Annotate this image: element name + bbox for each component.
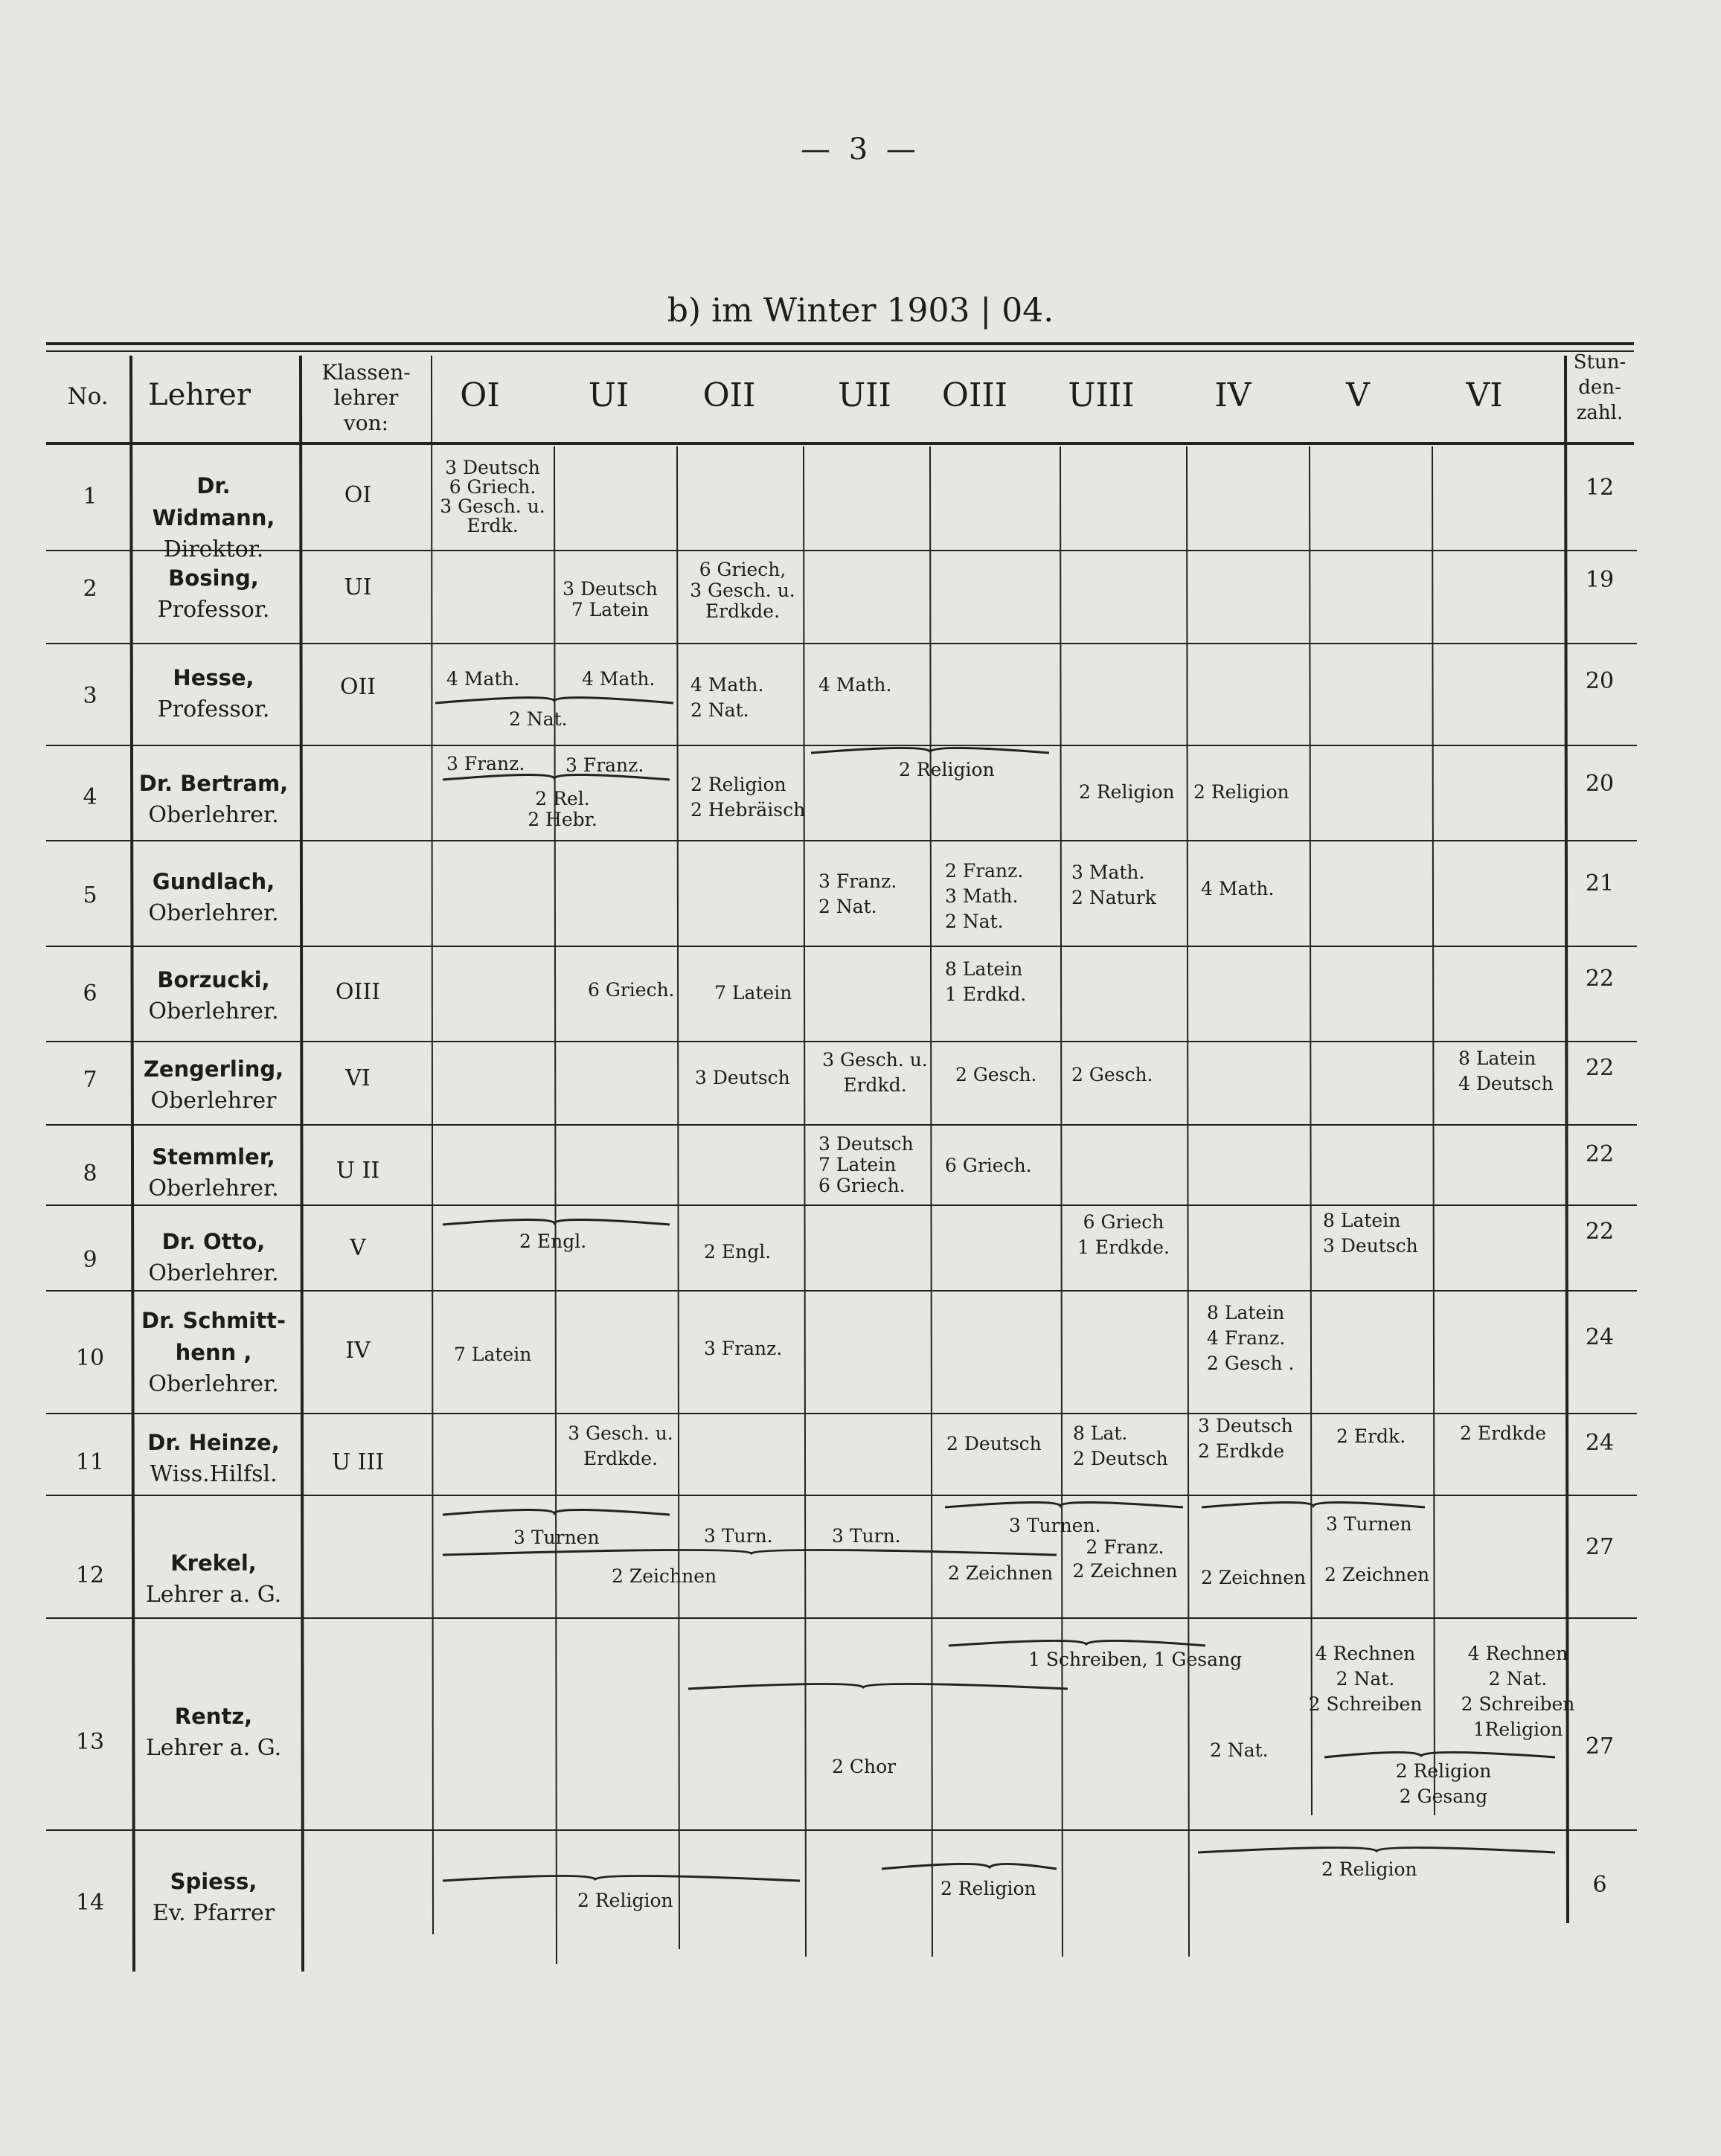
stunden-cell: 22: [1585, 1055, 1615, 1081]
header-lehrer: Lehrer: [148, 378, 251, 412]
rule-v-uiii: [1187, 446, 1189, 1957]
teacher-name-block: Dr. Otto, Oberlehrer.: [148, 1229, 279, 1286]
teacher-name-block: Zengerling, Oberlehrer: [143, 1056, 284, 1114]
klassenlehrer-cell: U II: [336, 1158, 380, 1184]
subject-cell: 6 Griech.: [588, 979, 675, 1001]
stunden-cell: 24: [1585, 1430, 1615, 1456]
teacher-name-block: Stemmler, Oberlehrer.: [148, 1144, 279, 1201]
rule-v-uii: [930, 446, 932, 1957]
row-number: 14: [75, 1890, 105, 1916]
subject-cell: 2 Religion: [1193, 781, 1289, 803]
stunden-cell: 22: [1585, 1219, 1615, 1245]
stunden-cell: 20: [1585, 771, 1615, 797]
subject-cell: 3 Turnen.: [1009, 1515, 1101, 1536]
stunden-cell: 22: [1585, 966, 1615, 992]
subject-cell: 7 Latein: [714, 982, 792, 1004]
subject-cell: 8 Latein 4 Franz. 2 Gesch .: [1207, 1302, 1295, 1374]
teacher-name-block: Dr. Schmitt- henn , Oberlehrer.: [141, 1308, 286, 1397]
stunden-cell: 6: [1592, 1872, 1607, 1898]
subject-cell: 3 Franz.: [704, 1338, 783, 1359]
subject-cell: 2 Nat.: [509, 708, 568, 730]
subject-cell: 4 Math.: [1201, 878, 1275, 899]
subject-cell: 3 Turn.: [832, 1525, 901, 1547]
brace-religion-3: [1198, 1847, 1555, 1852]
header-stunden: Stun- den- zahl.: [1573, 351, 1627, 424]
rule-v-klassen: [432, 356, 433, 1934]
row-number: 11: [75, 1449, 105, 1475]
stunden-cell: 20: [1585, 668, 1615, 694]
teacher-name-block: Borzucki, Oberlehrer.: [148, 967, 279, 1024]
stunden-cell: 27: [1585, 1733, 1615, 1759]
subject-cell: 4 Math.: [582, 668, 656, 690]
subject-cell: 4 Math.: [818, 674, 892, 696]
teacher-name-block: Krekel, Lehrer a. G.: [145, 1550, 282, 1608]
subject-cell: 2 Religion 2 Hebräisch: [690, 774, 806, 821]
subject-cell: 3 Turnen: [1326, 1513, 1412, 1535]
header-klassenlehrer: Klassen- lehrer von:: [321, 360, 411, 435]
subject-cell: 3 Franz.: [565, 754, 644, 776]
subject-cell: 2 Gesch.: [955, 1064, 1037, 1085]
row-number: 9: [83, 1247, 97, 1273]
subject-cell: 6 Griech.: [945, 1155, 1032, 1176]
subject-cell: 2 Engl.: [704, 1241, 772, 1263]
subject-cell: 2 Religion: [940, 1878, 1036, 1899]
subject-cell: 3 Gesch. u. Erdkde.: [568, 1422, 673, 1469]
row-number: 3: [83, 683, 97, 709]
rule-v-oii: [804, 446, 806, 1957]
subject-cell: 6 Griech 1 Erdkde.: [1077, 1211, 1170, 1258]
teacher-name-block: Rentz, Lehrer a. G.: [145, 1704, 282, 1761]
teacher-name-block: Dr. Widmann, Direktor.: [152, 473, 275, 562]
row-number: 1: [83, 484, 97, 510]
subject-cell: 3 Deutsch 7 Latein 6 Griech.: [818, 1133, 914, 1196]
subject-cell: 4 Math. 2 Nat.: [690, 674, 764, 721]
subject-cell: 3 Math. 2 Naturk: [1071, 862, 1156, 908]
subject-cell: 2 Zeichnen: [1201, 1567, 1307, 1588]
subject-cell: 3 Deutsch 2 Erdkde: [1198, 1415, 1293, 1462]
header-class-ui: UI: [588, 376, 629, 414]
rule-v-oiii: [1060, 446, 1063, 1957]
row-number: 7: [83, 1067, 97, 1093]
table-title: b) im Winter 1903 | 04.: [667, 292, 1054, 330]
subject-cell: 2 Engl.: [519, 1231, 587, 1252]
subject-cell: 3 Turn.: [704, 1525, 773, 1547]
header-class-oi: OI: [460, 376, 500, 414]
stunden-cell: 12: [1585, 475, 1615, 501]
teacher-name-block: Gundlach, Oberlehrer.: [148, 869, 279, 926]
subject-cell: 4 Math.: [446, 668, 520, 690]
stunden-cell: 19: [1585, 567, 1615, 593]
subject-cell: 2 Zeichnen: [948, 1562, 1054, 1584]
subject-cell: 8 Latein 4 Deutsch: [1458, 1047, 1554, 1094]
subject-cell: 7 Latein: [454, 1344, 532, 1365]
klassenlehrer-cell: V: [350, 1235, 366, 1261]
subject-cell: 1 Schreiben, 1 Gesang: [1028, 1649, 1243, 1670]
subject-cell: 2 Franz. 2 Zeichnen: [1072, 1536, 1178, 1582]
subject-cell: 2 Religion: [1321, 1858, 1417, 1880]
subject-cell: 3 Franz.: [446, 753, 525, 774]
subject-cell: 3 Deutsch 6 Griech. 3 Gesch. u. Erdk.: [440, 457, 545, 536]
row-number: 8: [83, 1161, 97, 1187]
klassenlehrer-cell: UI: [344, 574, 372, 600]
subject-cell: 2 Zeichnen: [612, 1565, 717, 1587]
stunden-cell: 24: [1585, 1324, 1615, 1350]
header-class-uii: UII: [838, 376, 891, 414]
row-number: 12: [75, 1562, 105, 1588]
rule-v-ui: [677, 446, 679, 1949]
rule-v-iv: [1310, 446, 1312, 1815]
subject-cell: 4 Rechnen 2 Nat. 2 Schreiben: [1308, 1643, 1423, 1715]
row-number: 2: [83, 576, 97, 602]
subject-cell: 3 Gesch. u. Erdkd.: [822, 1049, 928, 1096]
subject-cell: 2 Nat.: [1210, 1739, 1269, 1761]
row-number: 13: [75, 1729, 105, 1755]
subject-cell: 2 Deutsch: [946, 1433, 1042, 1454]
header-class-iv: IV: [1214, 376, 1252, 414]
header-class-oiii: OIII: [941, 376, 1008, 414]
subject-cell: 2 Religion: [577, 1890, 673, 1911]
subject-cell: 6 Griech, 3 Gesch. u. Erdkde.: [690, 559, 795, 622]
brace-schreiben: [949, 1640, 1205, 1646]
subject-cell: 3 Turnen: [513, 1527, 600, 1548]
subject-cell: 2 Zeichnen: [1324, 1564, 1430, 1585]
stunden-cell: 27: [1585, 1534, 1615, 1560]
subject-cell: 2 Religion: [899, 759, 995, 780]
rule-v-no: [131, 356, 134, 1971]
klassenlehrer-cell: OI: [344, 482, 372, 508]
teacher-name-block: Bosing, Professor.: [157, 565, 270, 623]
brace-religion-1: [443, 1876, 800, 1881]
row-number: 6: [83, 981, 97, 1007]
subject-cell: 3 Deutsch: [695, 1067, 790, 1088]
page-number: — 3 —: [801, 132, 920, 167]
stunden-cell: 21: [1585, 870, 1615, 896]
teacher-name-block: Hesse, Professor.: [157, 665, 270, 722]
brace-zeichnen: [443, 1550, 1057, 1555]
klassenlehrer-cell: U III: [331, 1449, 385, 1475]
subject-cell: 2 Franz. 3 Math. 2 Nat.: [945, 860, 1024, 932]
brace-chor: [688, 1684, 1068, 1689]
klassenlehrer-cell: VI: [345, 1065, 371, 1091]
subject-cell: 2 Religion: [1079, 781, 1175, 803]
klassenlehrer-cell: OIII: [335, 979, 381, 1005]
row-number: 10: [75, 1345, 105, 1371]
teacher-name-block: Spiess, Ev. Pfarrer: [152, 1869, 275, 1926]
teacher-name-block: Dr. Bertram, Oberlehrer.: [138, 771, 289, 828]
subject-cell: 3 Franz. 2 Nat.: [818, 870, 897, 917]
subject-cell: 8 Latein 3 Deutsch: [1323, 1210, 1418, 1257]
subject-cell: 8 Lat. 2 Deutsch: [1073, 1422, 1168, 1469]
brace-turnen-2: [945, 1502, 1183, 1507]
subject-cell: 2 Gesch.: [1071, 1064, 1153, 1085]
subject-cell: 2 Erdkde: [1460, 1422, 1547, 1444]
subject-cell: 8 Latein 1 Erdkd.: [945, 958, 1027, 1005]
header-class-uiii: UIII: [1068, 376, 1135, 414]
subject-cell: 2 Religion 2 Gesang: [1395, 1760, 1492, 1807]
brace-religion-gesang: [1324, 1752, 1555, 1757]
klassenlehrer-cell: IV: [345, 1338, 371, 1364]
subject-cell: 2 Rel. 2 Hebr.: [528, 788, 597, 830]
header-class-vi: VI: [1466, 376, 1503, 414]
subject-cell: 3 Deutsch 7 Latein: [563, 578, 658, 620]
stunden-cell: 22: [1585, 1141, 1615, 1167]
subject-cell: 2 Chor: [832, 1756, 897, 1777]
rule-v-v: [1432, 446, 1435, 1815]
header-no: No.: [67, 383, 109, 410]
brace-turnen-3: [1202, 1502, 1425, 1507]
brace-religion-2: [882, 1864, 1057, 1869]
subject-cell: 2 Erdk.: [1336, 1425, 1406, 1447]
subject-cell: 4 Rechnen 2 Nat. 2 Schreiben 1Religion: [1461, 1643, 1575, 1740]
header-class-v: V: [1346, 376, 1370, 414]
header-class-oii: OII: [702, 376, 756, 414]
row-number: 5: [83, 882, 97, 908]
teacher-name-block: Dr. Heinze, Wiss.Hilfsl.: [147, 1430, 280, 1487]
row-number: 4: [83, 784, 97, 810]
klassenlehrer-cell: OII: [339, 674, 376, 700]
